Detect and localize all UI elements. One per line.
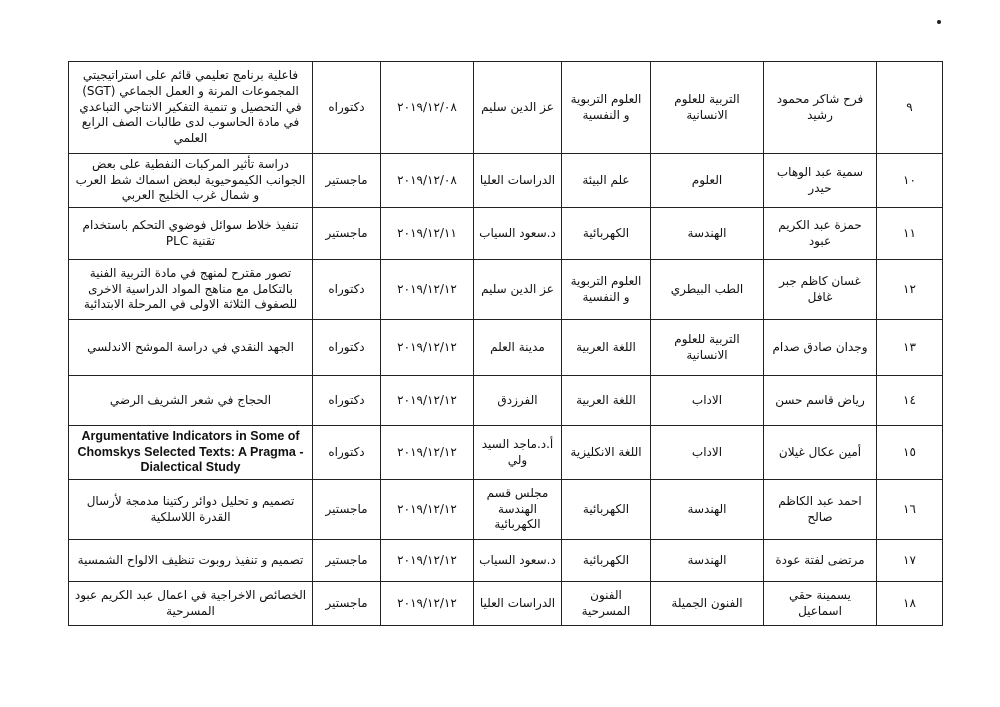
defense-date: ٢٠١٩/١٢/١٢: [381, 376, 474, 426]
row-number: ١١: [877, 208, 943, 260]
degree: ماجستير: [313, 208, 381, 260]
college: الطب البيطري: [651, 260, 764, 320]
table-row: [69, 154, 943, 208]
college: الاداب: [651, 376, 764, 426]
college: الاداب: [651, 426, 764, 480]
thesis-title: تصميم و تحليل دوائر ركتينا مدمجة لأرسال القدرة اللاسلكية: [69, 480, 313, 540]
row-number: ١٧: [877, 540, 943, 582]
student-name: حمزة عبد الكريم عبود: [764, 208, 877, 260]
thesis-title: تصور مقترح لمنهج في مادة التربية الفنية بالتكامل مع مناهج المواد الدراسية الاخرى للصفوف الثلاثة الاولى في المرحلة الابتدائية: [69, 260, 313, 320]
thesis-title: Argumentative Indicators in Some of Chomskys Selected Texts: A Pragma - Dialectical Study: [69, 426, 313, 480]
department: اللغة العربية: [562, 320, 651, 376]
college: الهندسة: [651, 480, 764, 540]
student-name: رياض قاسم حسن: [764, 376, 877, 426]
table-row: [69, 62, 943, 154]
venue: د.سعود السياب: [474, 540, 562, 582]
thesis-title: الخصائص الاخراجية في اعمال عبد الكريم عبود المسرحية: [69, 582, 313, 626]
thesis-title: تنفيذ خلاط سوائل فوضوي التحكم باستخدام تقنية PLC: [69, 208, 313, 260]
defense-date: ٢٠١٩/١٢/٠٨: [381, 154, 474, 208]
table-row: [69, 260, 943, 320]
student-name: مرتضى لفتة عودة: [764, 540, 877, 582]
department: الفنون المسرحية: [562, 582, 651, 626]
defense-date: ٢٠١٩/١٢/١١: [381, 208, 474, 260]
degree: ماجستير: [313, 582, 381, 626]
college: الهندسة: [651, 208, 764, 260]
department: اللغة العربية: [562, 376, 651, 426]
table-row: [69, 426, 943, 480]
row-number: ١٨: [877, 582, 943, 626]
student-name: سمية عبد الوهاب حيدر: [764, 154, 877, 208]
row-number: ١٢: [877, 260, 943, 320]
department: اللغة الانكليزية: [562, 426, 651, 480]
degree: دكتوراه: [313, 320, 381, 376]
department: الكهربائية: [562, 540, 651, 582]
student-name: أمين عكال غيلان: [764, 426, 877, 480]
row-number: ١٣: [877, 320, 943, 376]
table-row: [69, 208, 943, 260]
degree: دكتوراه: [313, 376, 381, 426]
table-row: [69, 480, 943, 540]
thesis-title: دراسة تأثير المركبات النفطية على بعض الجوانب الكيموحيوية لبعض اسماك شط العرب و شمال غرب الخليج العربي: [69, 154, 313, 208]
defense-date: ٢٠١٩/١٢/١٢: [381, 582, 474, 626]
department: الكهربائية: [562, 208, 651, 260]
venue: الدراسات العليا: [474, 154, 562, 208]
degree: ماجستير: [313, 154, 381, 208]
degree: دكتوراه: [313, 426, 381, 480]
college: الهندسة: [651, 540, 764, 582]
student-name: فرح شاكر محمود رشيد: [764, 62, 877, 154]
degree: ماجستير: [313, 540, 381, 582]
venue: الفرزدق: [474, 376, 562, 426]
department: العلوم التربوية و النفسية: [562, 260, 651, 320]
scan-mark: [937, 20, 941, 24]
thesis-title: الحجاج في شعر الشريف الرضي: [69, 376, 313, 426]
defense-date: ٢٠١٩/١٢/١٢: [381, 260, 474, 320]
row-number: ١٤: [877, 376, 943, 426]
degree: دكتوراه: [313, 62, 381, 154]
thesis-title: فاعلية برنامج تعليمي قائم على استراتيجيتي المجموعات المرنة و العمل الجماعي (SGT) في التحصيل و تنمية التفكير الانتاجي التباعدي في مادة الحاسوب لدى طالبات الصف الرابع العلمي: [69, 62, 313, 154]
degree: ماجستير: [313, 480, 381, 540]
row-number: ٩: [877, 62, 943, 154]
college: التربية للعلوم الانسانية: [651, 62, 764, 154]
defense-schedule-table: [68, 61, 943, 626]
row-number: ١٦: [877, 480, 943, 540]
thesis-title: تصميم و تنفيذ روبوت تنظيف الالواح الشمسية: [69, 540, 313, 582]
venue: مجلس قسم الهندسة الكهربائية: [474, 480, 562, 540]
defense-date: ٢٠١٩/١٢/١٢: [381, 426, 474, 480]
student-name: وجدان صادق صدام: [764, 320, 877, 376]
degree: دكتوراه: [313, 260, 381, 320]
table-row: [69, 540, 943, 582]
student-name: يسمينة حقي اسماعيل: [764, 582, 877, 626]
defense-date: ٢٠١٩/١٢/١٢: [381, 320, 474, 376]
row-number: ١٥: [877, 426, 943, 480]
student-name: احمد عبد الكاظم صالح: [764, 480, 877, 540]
college: التربية للعلوم الانسانية: [651, 320, 764, 376]
table-row: [69, 320, 943, 376]
table-row: [69, 376, 943, 426]
venue: مدينة العلم: [474, 320, 562, 376]
defense-date: ٢٠١٩/١٢/١٢: [381, 540, 474, 582]
row-number: ١٠: [877, 154, 943, 208]
student-name: غسان كاظم جبر غافل: [764, 260, 877, 320]
venue: عز الدين سليم: [474, 260, 562, 320]
venue: عز الدين سليم: [474, 62, 562, 154]
defense-date: ٢٠١٩/١٢/٠٨: [381, 62, 474, 154]
thesis-title: الجهد النقدي في دراسة الموشح الاندلسي: [69, 320, 313, 376]
venue: الدراسات العليا: [474, 582, 562, 626]
college: العلوم: [651, 154, 764, 208]
department: العلوم التربوية و النفسية: [562, 62, 651, 154]
table-row: [69, 582, 943, 626]
defense-date: ٢٠١٩/١٢/١٢: [381, 480, 474, 540]
department: الكهربائية: [562, 480, 651, 540]
college: الفنون الجميلة: [651, 582, 764, 626]
venue: د.سعود السياب: [474, 208, 562, 260]
department: علم البيئة: [562, 154, 651, 208]
venue: أ.د.ماجد السيد ولي: [474, 426, 562, 480]
